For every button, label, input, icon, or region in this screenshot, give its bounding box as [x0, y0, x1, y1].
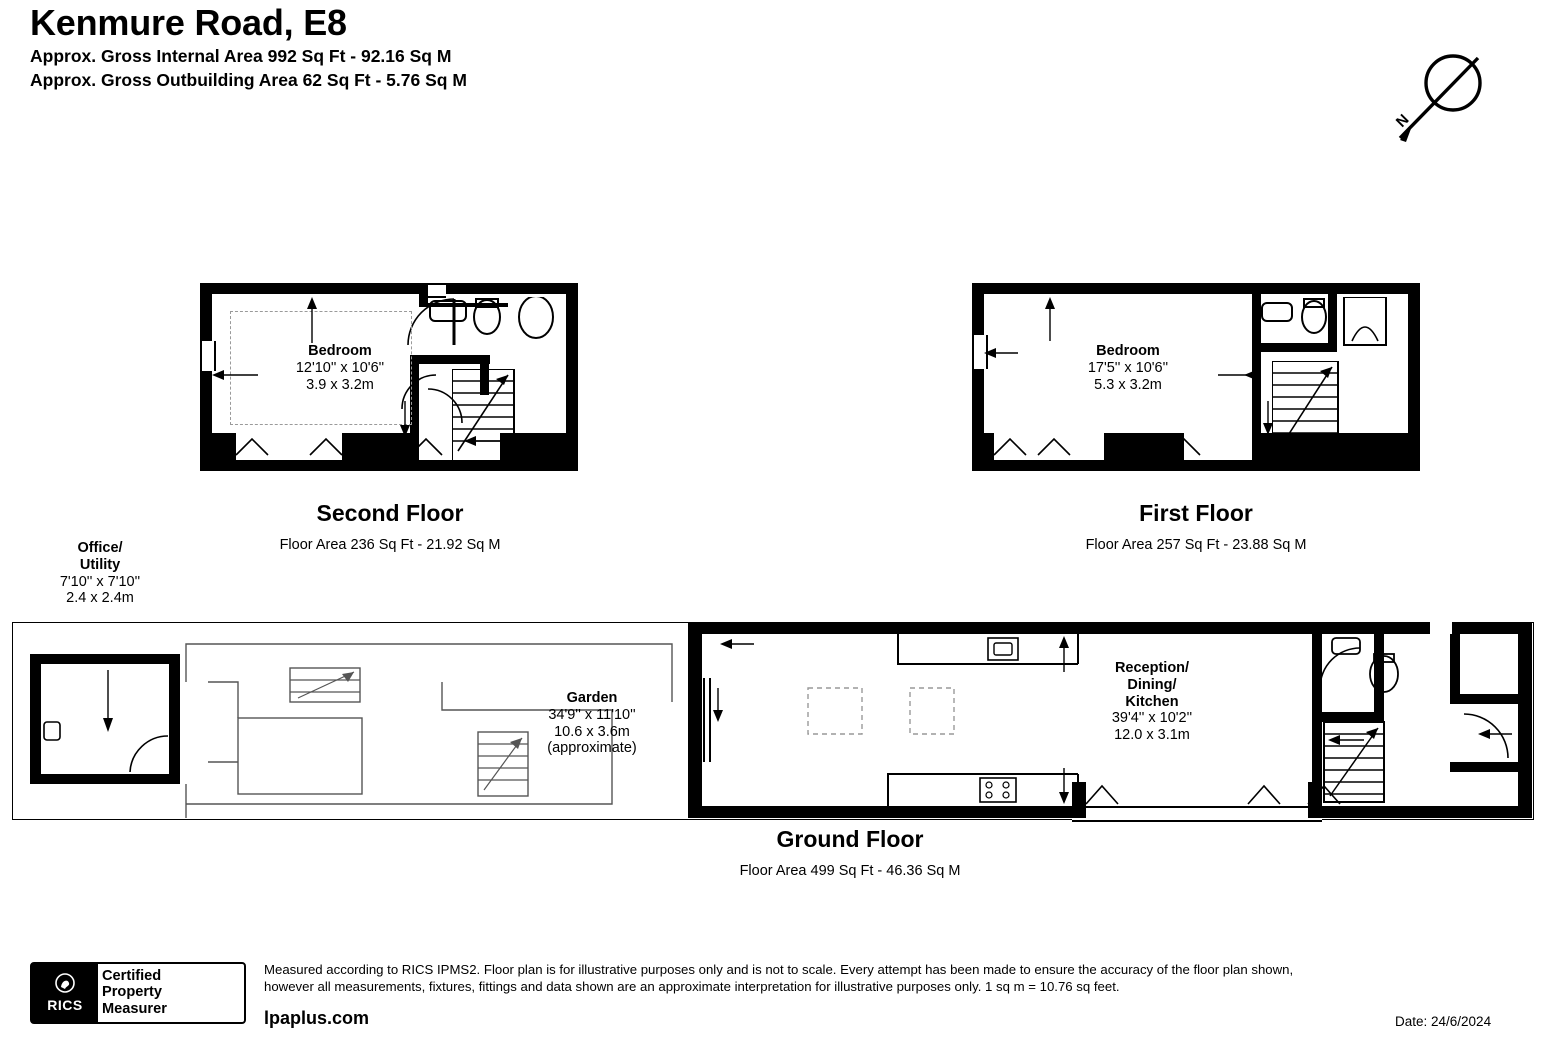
first-floor-plan: [972, 283, 1420, 471]
compass-rose: [1390, 50, 1500, 160]
second-floor-title: Second Floor: [316, 500, 464, 526]
ground-floor-plan: [12, 622, 1532, 818]
rics-emblem-icon: [52, 973, 78, 997]
room-label-office-utility: Office/ Utility 7'10'' x 7'10'' 2.4 x 2.4m: [59, 540, 141, 607]
room-label-garden: Garden 34'9'' x 11'10'' 10.6 x 3.6m (approximate): [547, 690, 637, 757]
second-floor-area: Floor Area 236 Sq Ft - 21.92 Sq M: [279, 537, 501, 553]
first-floor-area: Floor Area 257 Sq Ft - 23.88 Sq M: [1085, 537, 1307, 553]
room-label-second-bedroom: Bedroom 12'10'' x 10'6'' 3.9 x 3.2m: [295, 343, 385, 393]
website-link[interactable]: lpaplus.com: [264, 1008, 370, 1028]
date-label: Date: 24/6/2024: [1395, 1014, 1492, 1029]
page-title: Kenmure Road, E8: [30, 2, 347, 43]
second-floor-plan: [200, 283, 578, 471]
first-floor-title: First Floor: [1139, 500, 1253, 526]
rics-certified-badge: [30, 962, 246, 1024]
gross-outbuilding-area: Approx. Gross Outbuilding Area 62 Sq Ft - 5.76 Sq M: [30, 70, 467, 90]
compass-north-label: N: [1392, 111, 1413, 131]
rics-certified-text: Certified Property Measurer: [102, 968, 167, 1017]
ground-floor-area: Floor Area 499 Sq Ft - 46.36 Sq M: [739, 863, 961, 879]
room-label-first-bedroom: Bedroom 17'5'' x 10'6'' 5.3 x 3.2m: [1087, 343, 1169, 393]
gross-internal-area: Approx. Gross Internal Area 992 Sq Ft - 92.16 Sq M: [30, 46, 452, 66]
ground-floor-title: Ground Floor: [776, 826, 924, 852]
rics-wordmark: RICS: [47, 997, 83, 1013]
room-label-reception-dining-kitchen: Reception/ Dining/ Kitchen 39'4'' x 10'2'' 12.0 x 3.1m: [1111, 660, 1193, 744]
rics-logo: [32, 964, 98, 1022]
disclaimer: Measured according to RICS IPMS2. Floor plan is for illustrative purposes only and is not to scale. Every attempt has been made to ensure the accuracy of the floor plan shown, however all measurements, fixtures, fittings and data shown are an approximate interpretation for illustrative purposes only. 1 sq m = 10.76 sq feet.: [264, 962, 1294, 994]
